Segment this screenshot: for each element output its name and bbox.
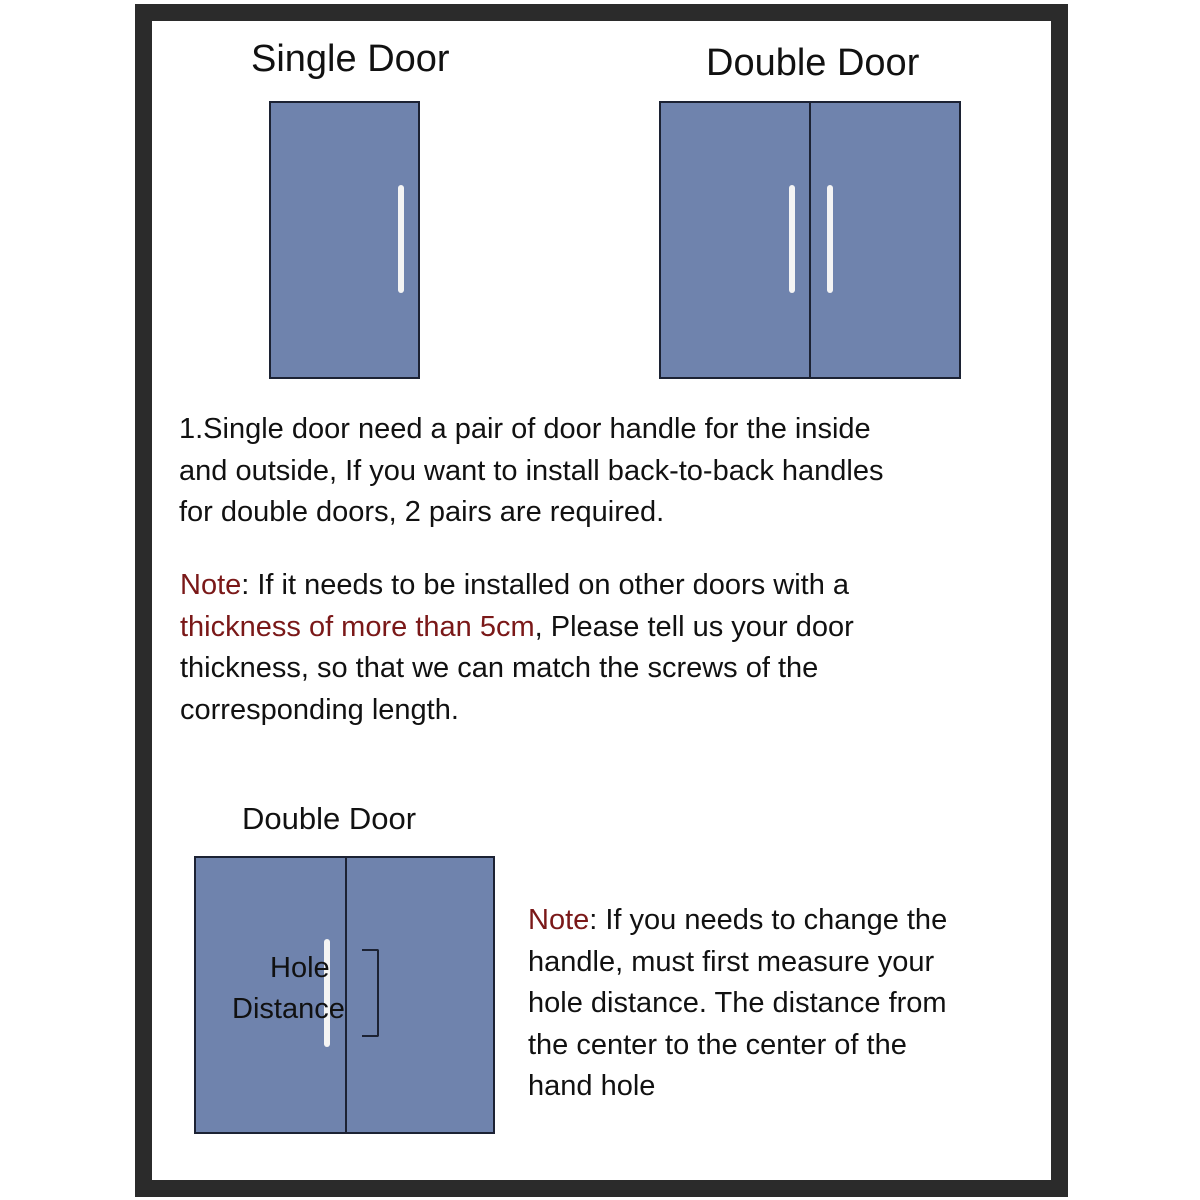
text-line: corresponding length. [180, 693, 459, 726]
door-divider [345, 858, 347, 1132]
note-2 [528, 900, 947, 1108]
note-label: Note [180, 569, 242, 601]
text-line: the center to the center of the [528, 1028, 907, 1061]
thickness-highlight: thickness of more than 5cm [180, 610, 535, 643]
text-line: : If it needs to be installed on other doors with a [241, 569, 850, 601]
text-line: hole distance. The distance from [528, 987, 947, 1019]
text-line: 1.Single door need a pair of door handle for the inside [179, 413, 871, 445]
text-line: hand hole [528, 1070, 656, 1102]
text-line: handle, must first measure your [528, 945, 935, 978]
hole-distance-illustration [194, 856, 495, 1134]
text-line: for double doors, 2 pairs are required. [179, 496, 665, 528]
text-line: thickness, so that we can match the screws of the [180, 652, 819, 684]
door-divider [809, 103, 811, 377]
double-door-illustration [659, 101, 961, 379]
hole-distance-bracket [362, 949, 379, 1037]
text-line: and outside, If you want to install back-to-back handles [179, 454, 884, 487]
paragraph-1 [179, 409, 883, 534]
text-line: : If you needs to change the [589, 904, 948, 936]
single-door-illustration [269, 101, 420, 379]
note-1 [180, 565, 854, 731]
door-handle-right [827, 185, 833, 293]
note-label: Note [528, 904, 590, 936]
door-handle [398, 185, 404, 293]
door-handle-left [789, 185, 795, 293]
double-door-title: Double Door [706, 42, 920, 84]
hole-label: Hole [270, 952, 330, 984]
distance-label: Distance [232, 993, 345, 1025]
single-door-title: Single Door [251, 38, 450, 80]
bottom-double-door-title: Double Door [242, 801, 417, 836]
text-line: , Please tell us your door [534, 610, 854, 643]
